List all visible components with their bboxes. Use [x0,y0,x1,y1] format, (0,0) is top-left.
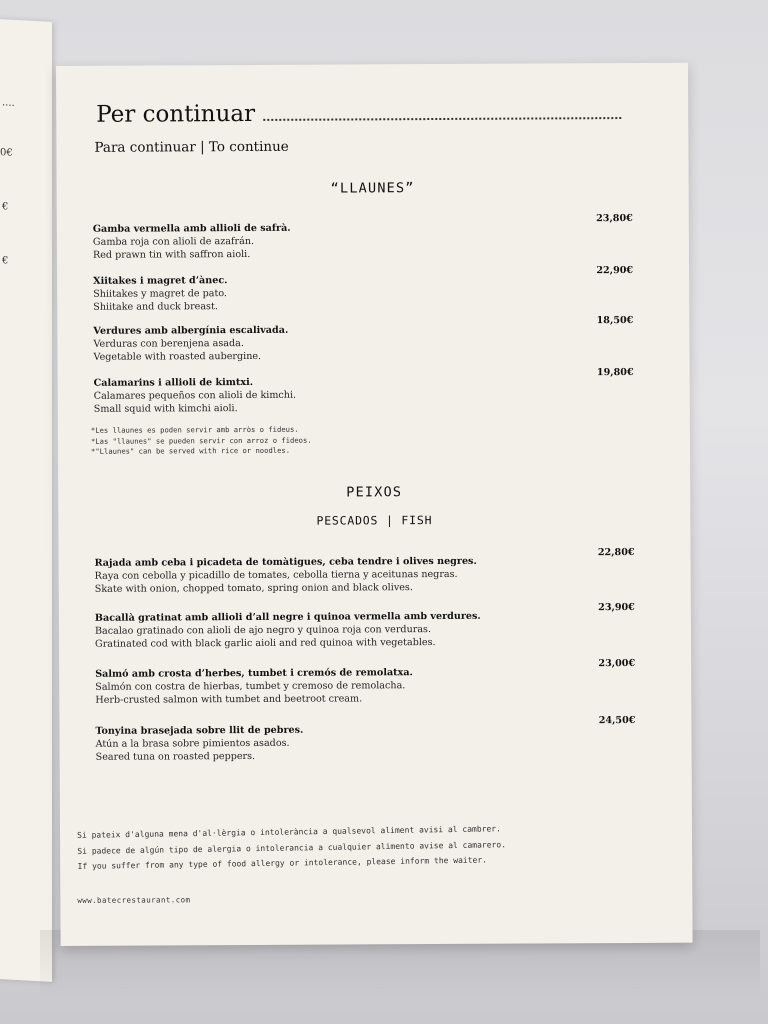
allergy-line: Si padece de algún tipo de alergia o intolerancia a cualquier alimento avise al camarero. [77,839,507,856]
item-spanish: Raya con cebolla y picadillo de tomates, cebolla tierna y aceitunas negras. [94,568,458,582]
prev-page-fragment: € [2,255,9,267]
item-english: Skate with onion, chopped tomato, spring onion and black olives. [94,581,413,595]
item-english: Vegetable with roasted aubergine. [93,350,262,363]
page-subtitle: Para continuar | To continue [94,138,289,156]
item-spanish: Verduras con berenjena asada. [93,337,244,350]
item-name: Tonyina brasejada sobre llit de pebres. [95,724,304,737]
menu-item [92,212,633,262]
note-line: *Las "llaunes" se pueden servir con arroz o fideos. [90,435,312,446]
website: www.batecrestaurant.com [77,895,191,905]
allergy-line: Si pateix d'alguna mena d'al·lèrgia o intolerància a qualsevol aliment avisi al cambrer. [77,824,501,840]
item-price: 19,80€ [596,366,634,379]
item-price: 18,50€ [596,314,634,327]
prev-page-fragment: .... [2,97,15,109]
item-spanish: Salmón con costra de hierbas, tumbet y cremoso de remolacha. [95,679,406,693]
title-row [96,99,621,128]
item-english: Gratinated cod with black garlic aioli and red quinoa with vegetables. [94,636,436,650]
item-price: 22,90€ [596,264,634,277]
menu-item [95,714,636,764]
menu-item [93,314,634,364]
menu-item [93,366,634,416]
item-spanish: Gamba roja con alioli de azafrán. [92,235,255,248]
allergy-notice [77,821,506,874]
menu-item [94,546,635,596]
item-english: Small squid with kimchi aioli. [93,402,238,415]
item-name: Xiitakes i magret d’ànec. [93,275,228,287]
item-spanish: Atún a la brasa sobre pimientos asados. [95,737,290,750]
previous-page-edge [0,18,52,982]
menu-item [94,601,635,651]
item-name: Bacallà gratinat amb allioli d’all negre i quinoa vermella amb verdures. [94,610,481,624]
menu-item [93,264,634,314]
prev-page-fragment: € [2,201,9,213]
llaunes-notes [91,425,312,458]
section-title-peixos: PEIXOS [346,484,403,501]
menu-page [56,63,693,946]
note-line: *Les llaunes es poden servir amb arròs o fideus. [90,424,299,435]
item-price: 24,50€ [598,714,636,727]
allergy-line: If you suffer from any type of food allergy or intolerance, please inform the waiter. [77,855,488,871]
item-english: Seared tuna on roasted peppers. [95,750,256,763]
item-price: 23,80€ [596,212,633,225]
item-english: Shiitake and duck breast. [93,300,218,313]
item-name: Gamba vermella amb allioli de safrà. [92,222,291,235]
item-english: Herb-crusted salmon with tumbet and beetroot cream. [95,692,363,706]
prev-page-fragment: 0€ [0,147,13,159]
item-name: Calamarins i allioli de kimtxi. [93,376,254,389]
item-name: Salmó amb crosta d’herbes, tumbet i cremós de remolatxa. [95,667,413,680]
note-line: *"Llaunes" can be served with rice or noodles. [90,445,291,456]
menu-item [95,657,636,707]
item-spanish: Calamares pequeños con alioli de kimchi. [93,389,297,402]
section-subtitle-peixos: PESCADOS | FISH [316,513,433,528]
item-spanish: Shiitakes y magret de pato. [93,287,227,300]
page-title: Per continuar [96,100,256,128]
item-name: Rajada amb ceba i picadeta de tomàtigues, ceba tendre i olives negres. [94,555,477,569]
item-english: Red prawn tin with saffron aioli. [92,248,251,261]
section-title-llaunes: “LLAUNES” [330,180,415,197]
item-price: 23,90€ [598,601,635,614]
item-name: Verdures amb albergínia escalivada. [93,324,289,337]
item-spanish: Bacalao gratinado con alioli de ajo negro y quinoa roja con verduras. [94,623,432,637]
title-leader-dots [263,117,621,121]
item-price: 23,00€ [598,657,636,670]
item-price: 22,80€ [597,546,635,559]
